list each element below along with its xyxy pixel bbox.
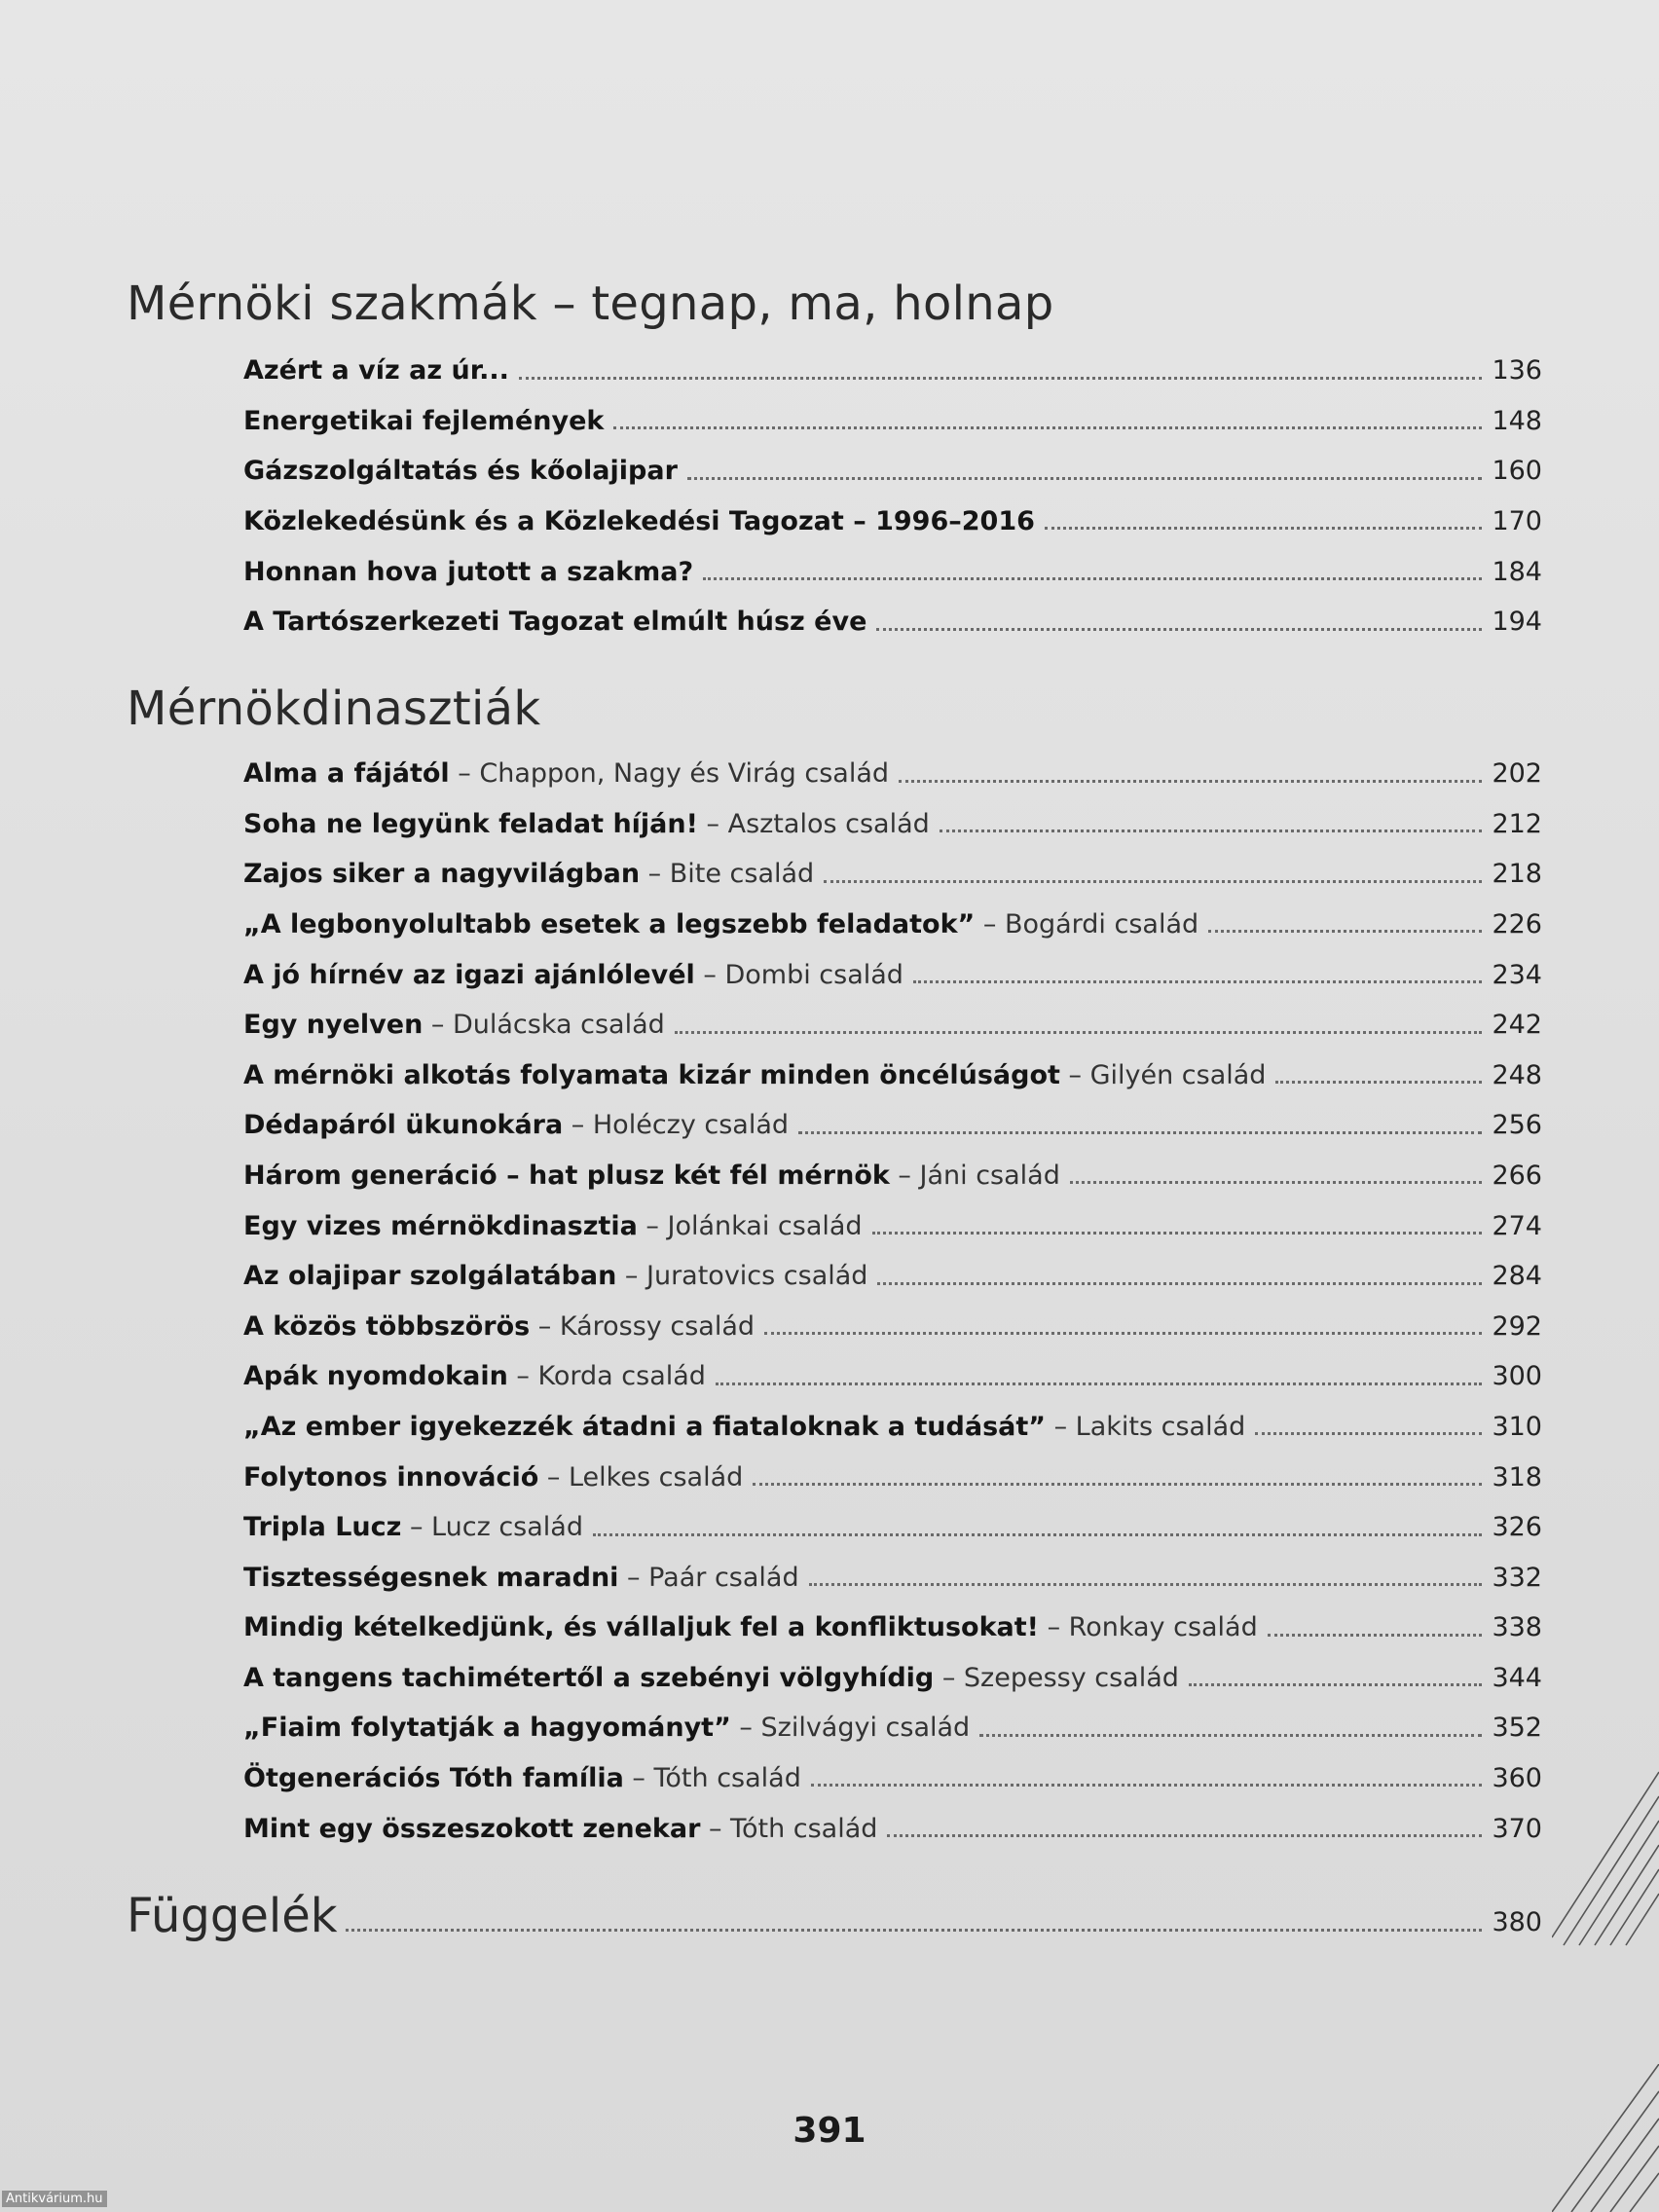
- toc-entry: [243, 895, 1542, 945]
- toc-entry-page-number: 332: [1492, 1562, 1542, 1593]
- dot-leader: [764, 1332, 1482, 1335]
- toc-entry-family: – Holéczy család: [563, 1110, 790, 1141]
- toc-entry-title-bold: Folytonos innováció: [243, 1461, 539, 1493]
- toc-entry-title-bold: Három generáció – hat plusz két fél mérnök: [243, 1160, 890, 1191]
- toc-entry-page-number: 242: [1492, 1010, 1542, 1041]
- toc-entry-family: – Paár család: [618, 1562, 799, 1593]
- toc-entry-family: – Tóth család: [700, 1813, 878, 1844]
- toc-entry-title-bold: „Az ember igyekezzék átadni a fiataloknak a tudását”: [243, 1411, 1047, 1442]
- toc-entry: [243, 995, 1542, 1046]
- toc-entry-title: [243, 1462, 743, 1497]
- toc-entry-page-number: 266: [1492, 1160, 1542, 1191]
- toc-entry: [243, 1397, 1542, 1448]
- toc-entry: [243, 794, 1542, 845]
- toc-entry-appendix: [127, 1889, 1542, 1943]
- toc-entry-title: [243, 1412, 1245, 1447]
- toc-entry: [243, 391, 1542, 442]
- toc-entry-title-bold: Mindig kételkedjünk, és vállaljuk fel a konfliktusokat!: [243, 1612, 1039, 1643]
- dot-leader: [753, 1483, 1482, 1486]
- toc-entry: [243, 1346, 1542, 1397]
- toc-entry-title: [243, 1713, 970, 1748]
- toc-entry-title-bold: Apák nyomdokain: [243, 1361, 508, 1392]
- toc-entry-title: [243, 1110, 789, 1145]
- toc-entry: [243, 1548, 1542, 1599]
- toc-entry-title-bold: Energetikai fejlemények: [243, 405, 605, 436]
- toc-entry-page-number: 360: [1492, 1763, 1542, 1794]
- toc-entry-title: [243, 1261, 867, 1296]
- toc-entry-title: [243, 859, 814, 894]
- dot-leader: [703, 577, 1482, 580]
- toc-entry-title: [243, 355, 509, 390]
- toc-entry-title: [243, 1311, 755, 1346]
- toc-entry-title: [243, 909, 1198, 944]
- toc-entry: [243, 1246, 1542, 1297]
- toc-entry-title-bold: A Tartószerkezeti Tagozat elmúlt húsz éve: [243, 607, 867, 638]
- toc-entry: [243, 492, 1542, 542]
- toc-entry-title-bold: Egy nyelven: [243, 1010, 424, 1041]
- toc-entry-title: [243, 1612, 1258, 1647]
- dot-leader: [519, 377, 1482, 380]
- toc-entry-page-number: 194: [1492, 607, 1542, 638]
- toc-entry-title: [243, 1763, 801, 1798]
- toc-entry-family: – Dombi család: [694, 959, 903, 990]
- toc-entry-family: – Szilvágyi család: [730, 1713, 971, 1744]
- toc-entry-title-bold: Mint egy összeszokott zenekar: [243, 1813, 701, 1844]
- toc-entry: [243, 1196, 1542, 1246]
- toc-list-engineering-professions: [243, 341, 1542, 643]
- section-title-engineering-professions: Mérnöki szakmák – tegnap, ma, holnap: [127, 276, 1054, 331]
- toc-entry-title: [243, 557, 693, 592]
- dot-leader: [716, 1382, 1482, 1385]
- toc-entry-title: [243, 1060, 1266, 1095]
- toc-entry-title-bold: „A legbonyolultabb esetek a legszebb feladatok”: [243, 908, 976, 940]
- toc-entry-page-number: 170: [1492, 505, 1542, 536]
- toc-entry-page-number: 148: [1492, 405, 1542, 436]
- section-title-engineer-dynasties: Mérnökdinasztiák: [127, 682, 541, 736]
- toc-entry: [243, 1046, 1542, 1096]
- toc-entry-title-bold: „Fiaim folytatják a hagyományt”: [243, 1713, 731, 1744]
- toc-entry-title: [243, 1814, 877, 1849]
- appendix-page-number: 380: [1492, 1907, 1542, 1937]
- toc-entry-title-bold: Tisztességesnek maradni: [243, 1562, 619, 1593]
- toc-entry-page-number: 310: [1492, 1411, 1542, 1442]
- toc-entry-page-number: 352: [1492, 1713, 1542, 1744]
- dot-leader: [913, 980, 1482, 983]
- toc-entry-title: [243, 607, 866, 642]
- dot-leader: [877, 1282, 1482, 1285]
- toc-entry-page-number: 160: [1492, 456, 1542, 487]
- decorative-diagonal-lines-upper: [1552, 1752, 1659, 1947]
- toc-entry-title-bold: Tripla Lucz: [243, 1512, 402, 1543]
- toc-entry-title-bold: Soha ne legyünk feladat híján!: [243, 808, 698, 839]
- toc-entry-page-number: 136: [1492, 355, 1542, 387]
- toc-entry-title: [243, 1211, 863, 1246]
- toc-entry-family: – Károssy család: [530, 1310, 756, 1342]
- toc-entry-family: – Ronkay család: [1038, 1612, 1258, 1643]
- dot-leader: [1255, 1432, 1482, 1435]
- toc-entry: [243, 944, 1542, 995]
- toc-entry: [243, 1297, 1542, 1347]
- toc-entry-title-bold: A tangens tachimétertől a szebényi völgyhídig: [243, 1662, 935, 1693]
- toc-entry-title: [243, 406, 604, 441]
- toc-entry-title-bold: A közös többszörös: [243, 1310, 531, 1342]
- toc-entry-title: [243, 1361, 706, 1396]
- toc-entry-page-number: 248: [1492, 1059, 1542, 1090]
- page-number: 391: [793, 2111, 866, 2151]
- toc-entry-page-number: 292: [1492, 1310, 1542, 1342]
- toc-entry-title-bold: Gázszolgáltatás és kőolajipar: [243, 456, 678, 487]
- toc-entry-title: [243, 960, 903, 995]
- toc-entry-title-bold: A mérnöki alkotás folyamata kizár minden öncélúságot: [243, 1059, 1060, 1090]
- dot-leader: [824, 880, 1482, 883]
- dot-leader: [876, 628, 1482, 631]
- dot-leader: [979, 1734, 1482, 1737]
- toc-entry-family: – Dulácska család: [423, 1010, 665, 1041]
- watermark-label: Antikvárium.hu: [2, 2191, 107, 2207]
- toc-entry-title-bold: Alma a fájától: [243, 758, 450, 790]
- toc-entry-page-number: 256: [1492, 1110, 1542, 1141]
- toc-entry-page-number: 300: [1492, 1361, 1542, 1392]
- toc-entry-page-number: 284: [1492, 1261, 1542, 1292]
- toc-entry-title: [243, 1512, 583, 1547]
- toc-entry: [243, 1095, 1542, 1146]
- toc-entry-family: – Bogárdi család: [975, 908, 1199, 940]
- toc-entry-page-number: 274: [1492, 1210, 1542, 1241]
- toc-entry-title: [243, 1663, 1179, 1698]
- toc-entry: [243, 592, 1542, 643]
- toc-entry-family: – Chappon, Nagy és Virág család: [449, 758, 890, 790]
- toc-entry-title-bold: Dédapáról ükunokára: [243, 1110, 564, 1141]
- dot-leader: [1208, 930, 1482, 933]
- toc-list-engineer-dynasties: [243, 744, 1542, 1849]
- toc-entry-title-bold: Azért a víz az úr...: [243, 355, 509, 387]
- toc-entry-family: – Asztalos család: [697, 808, 930, 839]
- toc-entry-title: [243, 1161, 1060, 1196]
- toc-entry-page-number: 184: [1492, 556, 1542, 587]
- dot-leader: [872, 1232, 1482, 1235]
- toc-entry-title: [243, 1563, 799, 1598]
- toc-entry-title-bold: Ötgenerációs Tóth família: [243, 1763, 624, 1794]
- toc-entry: [243, 1598, 1542, 1648]
- appendix-title: Függelék: [127, 1889, 338, 1943]
- dot-leader: [811, 1784, 1482, 1787]
- dot-leader: [1268, 1634, 1482, 1637]
- dot-leader: [593, 1533, 1482, 1536]
- dot-leader: [798, 1131, 1482, 1134]
- toc-entry-page-number: 344: [1492, 1662, 1542, 1693]
- toc-entry-family: – Lucz család: [401, 1512, 583, 1543]
- toc-entry-family: – Juratovics család: [616, 1261, 868, 1292]
- dot-leader: [887, 1834, 1482, 1837]
- toc-entry-title: [243, 758, 889, 793]
- toc-entry-page-number: 212: [1492, 808, 1542, 839]
- dot-leader: [1189, 1683, 1482, 1686]
- toc-entry: [243, 844, 1542, 895]
- toc-entry-family: – Jolánkai család: [637, 1210, 863, 1241]
- dot-leader: [613, 426, 1482, 429]
- toc-entry: [243, 441, 1542, 492]
- toc-entry: [243, 1698, 1542, 1749]
- toc-entry-title: [243, 456, 678, 491]
- toc-entry-title-bold: Honnan hova jutott a szakma?: [243, 556, 694, 587]
- dot-leader: [940, 830, 1482, 832]
- dot-leader: [687, 477, 1482, 480]
- toc-entry: [243, 1497, 1542, 1548]
- toc-entry: [243, 1447, 1542, 1497]
- toc-entry-family: – Lakits család: [1046, 1411, 1246, 1442]
- toc-entry-page-number: 326: [1492, 1512, 1542, 1543]
- toc-entry-page-number: 226: [1492, 908, 1542, 940]
- toc-entry-family: – Tóth család: [623, 1763, 801, 1794]
- decorative-diagonal-lines-lower: [1552, 2064, 1659, 2212]
- toc-entry-page-number: 318: [1492, 1461, 1542, 1493]
- toc-entry: [243, 541, 1542, 592]
- dot-leader: [1070, 1181, 1482, 1184]
- toc-entry: [243, 1146, 1542, 1197]
- toc-entry-family: – Jáni család: [889, 1160, 1060, 1191]
- toc-entry-page-number: 202: [1492, 758, 1542, 790]
- dot-leader: [899, 780, 1482, 783]
- dot-leader: [1275, 1081, 1482, 1084]
- toc-entry: [243, 1798, 1542, 1849]
- toc-entry-title: [243, 809, 930, 844]
- toc-entry-family: – Gilyén család: [1059, 1059, 1267, 1090]
- toc-entry-family: – Lelkes család: [538, 1461, 744, 1493]
- dot-leader: [809, 1583, 1482, 1586]
- toc-entry-page-number: 218: [1492, 859, 1542, 890]
- toc-entry-title-bold: Zajos siker a nagyvilágban: [243, 859, 641, 890]
- toc-entry-title-bold: Az olajipar szolgálatában: [243, 1261, 617, 1292]
- toc-entry-page-number: 234: [1492, 959, 1542, 990]
- toc-entry-title: [243, 1010, 665, 1045]
- toc-entry-title-bold: Közlekedésünk és a Közlekedési Tagozat – 1996–2016: [243, 505, 1035, 536]
- toc-entry: [243, 1749, 1542, 1799]
- toc-entry: [243, 341, 1542, 391]
- toc-entry: [243, 744, 1542, 794]
- toc-entry: [243, 1648, 1542, 1699]
- toc-entry-title-bold: Egy vizes mérnökdinasztia: [243, 1210, 638, 1241]
- toc-entry-family: – Bite család: [640, 859, 815, 890]
- dot-leader: [1045, 527, 1482, 530]
- dot-leader: [346, 1929, 1483, 1932]
- toc-entry-page-number: 370: [1492, 1813, 1542, 1844]
- toc-entry-family: – Korda család: [507, 1361, 706, 1392]
- toc-entry-title: [243, 506, 1035, 541]
- toc-entry-title-bold: A jó hírnév az igazi ajánlólevél: [243, 959, 695, 990]
- toc-entry-family: – Szepessy család: [934, 1662, 1179, 1693]
- dot-leader: [675, 1031, 1482, 1034]
- toc-entry-page-number: 338: [1492, 1612, 1542, 1643]
